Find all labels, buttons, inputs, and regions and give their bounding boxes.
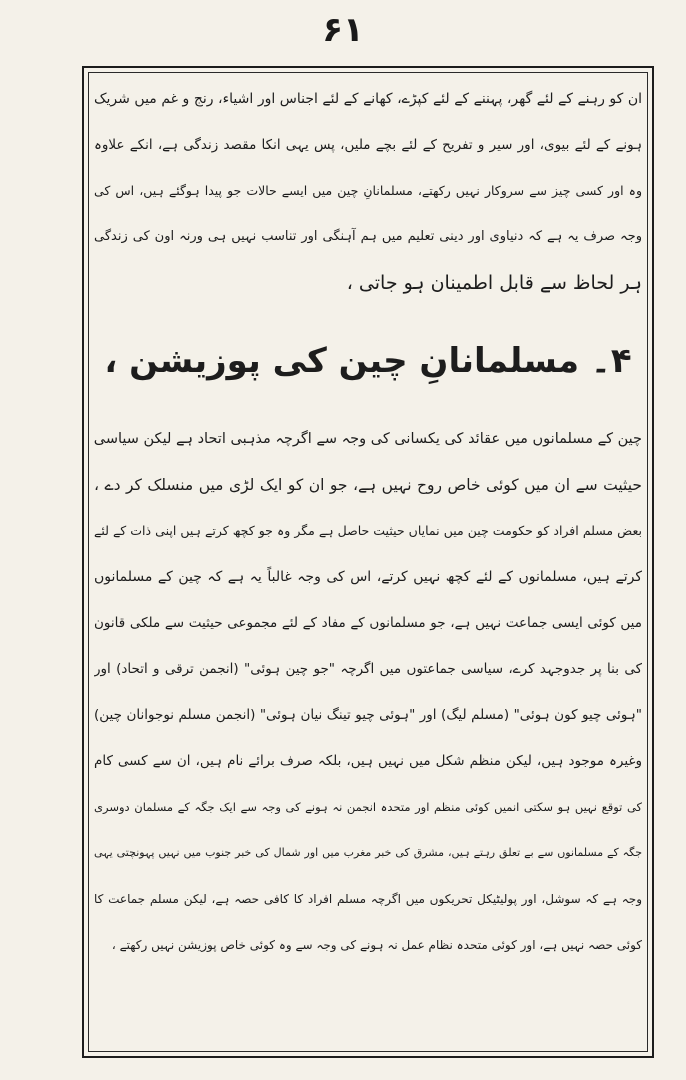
text-line: وجہ ہے کہ سوشل، اور پولیٹیکل تحریکوں میں اگرچہ مسلم افراد کا کافی حصہ ہے، لیکن مسلم جماعت کا xyxy=(94,892,642,906)
intro-paragraph xyxy=(94,76,642,306)
text-line: میں کوئی ایسی جماعت نہیں ہے، جو مسلمانوں کے مفاد کے لئے مجموعی حیثیت سے ملکی قانون xyxy=(94,615,642,631)
text-line: وجہ صرف یہ ہے کہ دنیاوی اور دینی تعلیم میں ہم آہنگی اور تناسب نہیں ہی ورنہ اون کی زندگی xyxy=(94,229,642,244)
text-line: وہ اور کسی چیز سے سروکار نہیں رکھتے، مسلمانانِ چین میں ایسے حالات جو پیدا ہوگئے ہیں، اس کی xyxy=(94,183,642,198)
text-line: جگہ کے مسلمانوں سے بے تعلق رہتے ہیں، مشرق کی خبر مغرب میں اور شمال کی خبر جنوب میں نہیں پہونچتی یہی xyxy=(94,846,642,859)
text-line: چین کے مسلمانوں میں عقائد کی یکسانی کی وجہ سے اگرچہ مذہبی اتحاد ہے لیکن سیاسی xyxy=(94,431,642,447)
text-line: کوئی حصہ نہیں ہے، اور کوئی متحدہ نظام عمل نہ ہونے کی وجہ سے وہ کوئی خاص پوزیشن نہیں رکھتے ، xyxy=(111,938,642,952)
text-line: کی بنا پر جدوجہد کرے، سیاسی جماعتوں میں اگرچہ "جو چین ہوئی" (انجمن ترقی و اتحاد) اور xyxy=(94,661,642,677)
text-line: ہونے کے لئے بیوی، اور سیر و تفریح کے لئے بچے ملیں، پس یہی انکا مقصد زندگی ہے، انکے علاوہ xyxy=(94,137,642,153)
text-line: ہر لحاظ سے قابل اطمینان ہو جاتی ، xyxy=(346,272,642,294)
text-line: بعض مسلم افراد کو حکومت چین میں نمایاں حیثیت حاصل ہے مگر وہ جو کچھ کرتے ہیں اپنی ذات کے لئے xyxy=(94,523,642,538)
text-line: کی توقع نہیں ہو سکتی انمیں کوئی منظم اور متحدہ انجمن نہ ہونے کی وجہ سے ایک جگہ کے مسلمان دوسری xyxy=(94,800,642,814)
text-line: حیثیت سے ان میں کوئی خاص روح نہیں ہے، جو ان کو ایک لڑی میں منسلک کر دے ، xyxy=(94,476,642,494)
body-paragraph xyxy=(94,416,642,968)
text-line: وغیرہ موجود ہیں، لیکن منظم شکل میں نہیں ہیں، بلکہ صرف برائے نام ہیں، ان سے کسی کام xyxy=(94,753,642,769)
text-line: کرتے ہیں، مسلمانوں کے لئے کچھ نہیں کرتے، اس کی وجہ غالباً یہ ہے کہ چین کے مسلمانوں xyxy=(94,569,642,585)
text-line: ان کو رہنے کے لئے گھر، پہننے کے لئے کپڑے، کھانے کے لئے اجناس اور اشیاء، رنج و غم میں شریک xyxy=(94,91,642,107)
page-number: ۶۱ xyxy=(322,10,364,50)
text-line: "ہوئی چیو کون ہوئی" (مسلم لیگ) اور "ہوئی چیو تینگ نیان ہوئی" (انجمن مسلم نوجوانان چین) xyxy=(94,707,642,723)
page-text-block xyxy=(94,76,642,1048)
section-heading: ۴۔ مسلمانانِ چین کی پوزیشن ، xyxy=(104,341,632,381)
